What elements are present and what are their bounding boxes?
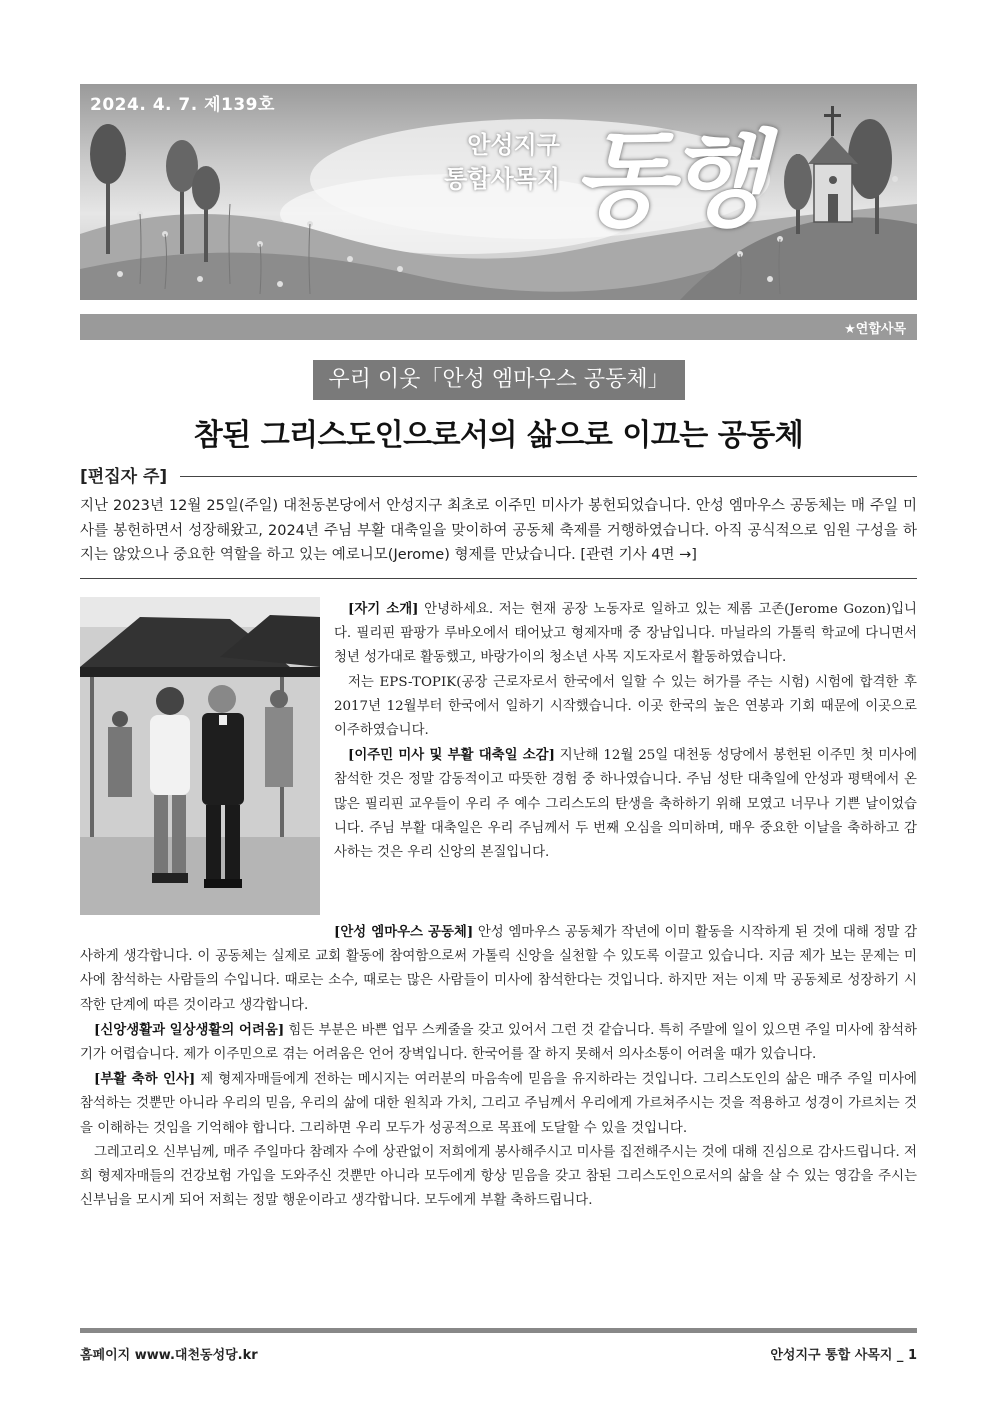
article-column-full	[80, 920, 917, 1213]
article-headline: 참된 그리스도인으로서의 삶으로 이끄는 공동체	[193, 418, 804, 453]
section-head: [자기 소개]	[348, 601, 419, 617]
paragraph-text: 안성 엠마우스 공동체가 작년에 이미 활동을 시작하게 된 것에 대해 정말 감사하게 생각합니다. 이 공동체는 실제로 교회 활동에 참여함으로써 가톨릭 신앙을 실천할 수 있도록 이끌고 있습니다. 지금 제가 보는 문제는 미사에 참석하는 사람들의 수입니다. 때로는 소수, 때로는 많은 사람들이 미사에 참석한다는 것입니다. 하지만 저는 이제 막 공동체로 성장하기 시작한 단계에 따른 것이라고 생각합니다.	[80, 925, 917, 1013]
footer-page-number: 안성지구 통합 사목지 _ 1	[770, 1348, 917, 1363]
paragraph-thanks	[80, 1141, 917, 1214]
section-head: [안성 엠마우스 공동체]	[334, 924, 474, 940]
paragraph-text: 그레고리오 신부님께, 매주 주일마다 참례자 수에 상관없이 저희에게 봉사해주시고 미사를 집전해주시는 것에 대해 진심으로 감사드립니다. 저희 형제자매들의 건강보험 가입을 도와주신 것뿐만 아니라 모두에게 항상 믿음을 갖고 참된 그리스도인으로서의 삶을 살 수 있는 영감을 주시는 신부님을 모시게 되어 저희는 정말 행운이라고 생각합니다. 모두에게 부활 축하드립니다.	[80, 1144, 917, 1209]
paragraph-easter-greeting	[80, 1067, 917, 1141]
section-head: [이주민 미사 및 부활 대축일 소감]	[348, 747, 555, 764]
subtitle-line-2: 통합사목지	[444, 165, 560, 193]
paragraph-introduction	[334, 597, 917, 671]
publication-subtitle	[412, 128, 560, 196]
paragraph-community	[80, 920, 917, 1018]
paragraph-text: 안녕하세요. 저는 현재 공장 노동자로 일하고 있는 제롬 고존(Jerome Gozon)입니다. 필리핀 팜팡가 루바오에서 태어났고 형제자매 중 장남입니다. 마닐라의 가톨릭 학교에 다니면서 청년 성가대로 활동했고, 바랑가이의 청소년 사목 지도자로서 활동하였습니다.	[334, 602, 917, 666]
section-bar	[80, 314, 917, 340]
paragraph-text: 힘든 부분은 바쁜 업무 스케줄을 갖고 있어서 그런 것 같습니다. 특히 주말에 일이 있으면 주일 미사에 참석하기가 어렵습니다. 제가 이주민으로 겪는 어려움은 언어 장벽입니다. 한국어를 잘 하지 못해서 의사소통이 어려울 때가 있습니다.	[80, 1022, 917, 1063]
paragraph-difficulties	[80, 1018, 917, 1067]
column-tag: 우리 이웃「안성 엠마우스 공동체」	[313, 360, 685, 400]
footer-divider	[80, 1328, 917, 1333]
divider	[80, 578, 917, 579]
editor-note-text: 지난 2023년 12월 25일(주일) 대천동본당에서 안성지구 최초로 이주민 미사가 봉헌되었습니다. 안성 엠마우스 공동체는 매 주일 미사를 봉헌하면서 성장해왔고, 2024년 주님 부활 대축일을 맞이하여 공동체 축제를 거행하였습니다. 아직 공식적으로 임원 구성을 하지는 않았으나 중요한 역할을 하고 있는 예로니모(Jerome) 형제를 만났습니다. [관련 기사 4면 →]	[80, 498, 917, 563]
paragraph-text: 지난해 12월 25일 대천동 성당에서 봉헌된 이주민 첫 미사에 참석한 것은 정말 감동적이고 따뜻한 경험 중 하나였습니다. 주님 성탄 대축일에 안성과 평택에서 온 많은 필리핀 교우들이 우리 주 예수 그리스도의 탄생을 축하하기 위해 모였고 너무나 기쁜 날이었습니다. 주님 부활 대축일은 우리 주님께서 두 번째 오심을 의미하며, 매우 중요한 이날을 축하하고 감사하는 것은 우리 신앙의 본질입니다.	[334, 748, 918, 861]
section-label: ★연합사목	[844, 322, 906, 337]
paragraph-text: 제 형제자매들에게 전하는 메시지는 여러분의 마음속에 믿음을 유지하라는 것입니다. 그리스도인의 삶은 매주 주일 미사에 참석하는 것뿐만 아니라 우리의 믿음, 우리의 삶에 대한 원칙과 가치, 그리고 주님께서 우리에게 가르쳐주시는 것을 적용하고 성경이 가르치는 것을 이해하는 것임을 기억해야 합니다. 그리하면 우리 모두가 성공적으로 목표에 도달할 수 있을 것입니다.	[80, 1072, 917, 1136]
church-icon	[784, 106, 892, 234]
issue-date: 2024. 4. 7. 제139호	[90, 95, 275, 115]
section-head: [신앙생활과 일상생활의 어려움]	[94, 1021, 285, 1038]
subtitle-line-1: 안성지구	[467, 131, 560, 159]
photo-illustration	[80, 597, 320, 915]
divider	[180, 476, 917, 477]
paragraph-text: 저는 EPS-TOPIK(공장 근로자로서 한국에서 일할 수 있는 허가를 주는 시험) 시험에 합격한 후 2017년 12월부터 한국에서 일하기 시작했습니다. 이곳 한국의 높은 연봉과 기회 때문에 이곳으로 이주하였습니다.	[334, 674, 917, 739]
paragraph-eps	[334, 671, 917, 744]
footer-homepage: 홈페이지 www.대천동성당.kr	[80, 1348, 258, 1363]
editor-note-label: [편집자 주]	[80, 467, 168, 487]
article-photo	[80, 597, 320, 915]
paragraph-mass-impressions	[334, 743, 917, 865]
publication-title: 동행	[572, 118, 761, 241]
article-column-right	[334, 597, 917, 865]
section-head: [부활 축하 인사]	[94, 1071, 196, 1088]
